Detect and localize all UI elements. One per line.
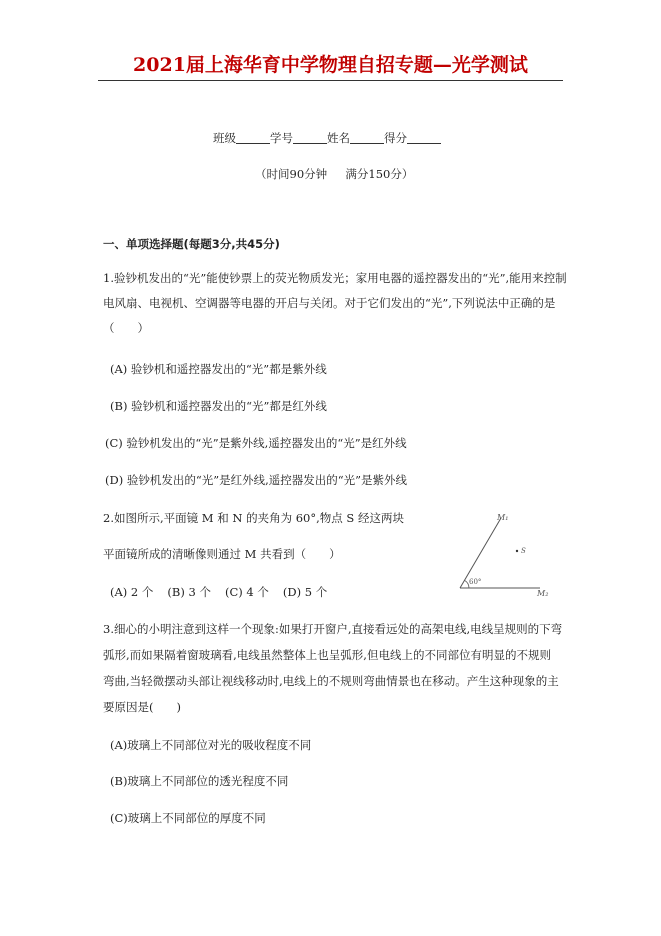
point-s-dot — [516, 550, 518, 552]
q1-line-2: 电风扇、电视机、空调器等电器的开启与关闭。对于它们发出的“光”,下列说法中正确的是 — [103, 296, 556, 310]
name-label: 姓名 — [327, 131, 350, 145]
time-note: （时间90分钟 — [255, 167, 328, 181]
name-blank[interactable] — [350, 131, 384, 144]
q1-option-a: (A) 验钞机和遥控器发出的“光”都是紫外线 — [110, 362, 327, 376]
title-divider — [98, 80, 563, 81]
q1-line-3: （ ） — [103, 321, 149, 335]
q3-line-1: 3.细心的小明注意到这样一个现象:如果打开窗户,直接看远处的高架电线,电线呈规则的下弯 — [103, 622, 563, 636]
exam-info — [255, 166, 413, 182]
q1-option-b: (B) 验钞机和遥控器发出的“光”都是红外线 — [110, 399, 327, 413]
mirror-m1-label: M₁ — [497, 513, 509, 522]
q2-option-d: (D) 5 个 — [282, 585, 328, 599]
q3-option-c: (C)玻璃上不同部位的厚度不同 — [110, 811, 266, 825]
class-blank[interactable] — [236, 131, 270, 144]
q2-option-b: (B) 3 个 — [167, 585, 211, 599]
score-label: 得分 — [384, 131, 407, 145]
q1-option-c: (C) 验钞机发出的“光”是紫外线,遥控器发出的“光”是红外线 — [105, 436, 407, 450]
q2-line-1: 2.如图所示,平面镜 M 和 N 的夹角为 60°,物点 S 经这两块 — [103, 511, 404, 525]
score-blank[interactable] — [407, 131, 441, 144]
class-label: 班级 — [213, 131, 236, 145]
q2-options — [110, 585, 341, 599]
q3-line-2: 弧形,而如果隔着窗玻璃看,电线虽然整体上也呈弧形,但电线上的不同部位有明显的不规则 — [103, 648, 551, 662]
mirror-figure — [455, 508, 555, 598]
section-heading: 一、单项选择题(每题3分,共45分) — [103, 237, 280, 251]
q3-option-a: (A)玻璃上不同部位对光的吸收程度不同 — [110, 738, 312, 752]
q1-option-d: (D) 验钞机发出的“光”是红外线,遥控器发出的“光”是紫外线 — [105, 473, 408, 487]
angle-label: 60° — [469, 578, 482, 586]
score-note: 满分150分） — [345, 167, 414, 181]
q2-option-c: (C) 4 个 — [224, 585, 269, 599]
point-s-label: S — [521, 547, 526, 555]
document-title: 2021届上海华育中学物理自招专题—光学测试 — [133, 54, 528, 76]
q3-line-4: 要原因是( ) — [103, 700, 181, 714]
q3-line-3: 弯曲,当轻微摆动头部让视线移动时,电线上的不规则弯曲情景也在移动。产生这种现象的主 — [103, 674, 559, 688]
q3-option-b: (B)玻璃上不同部位的透光程度不同 — [110, 774, 289, 788]
student-id-blank[interactable] — [293, 131, 327, 144]
student-info-line — [213, 130, 441, 146]
mirror-m2-label: M₂ — [537, 589, 549, 598]
student-id-label: 学号 — [270, 131, 293, 145]
q2-option-a: (A) 2 个 — [110, 585, 154, 599]
q2-line-2: 平面镜所成的清晰像则通过 M 共看到（ ） — [103, 547, 341, 561]
q1-line-1: 1.验钞机发出的“光”能使钞票上的荧光物质发光；家用电器的遥控器发出的“光”,能用来控制 — [103, 271, 567, 285]
